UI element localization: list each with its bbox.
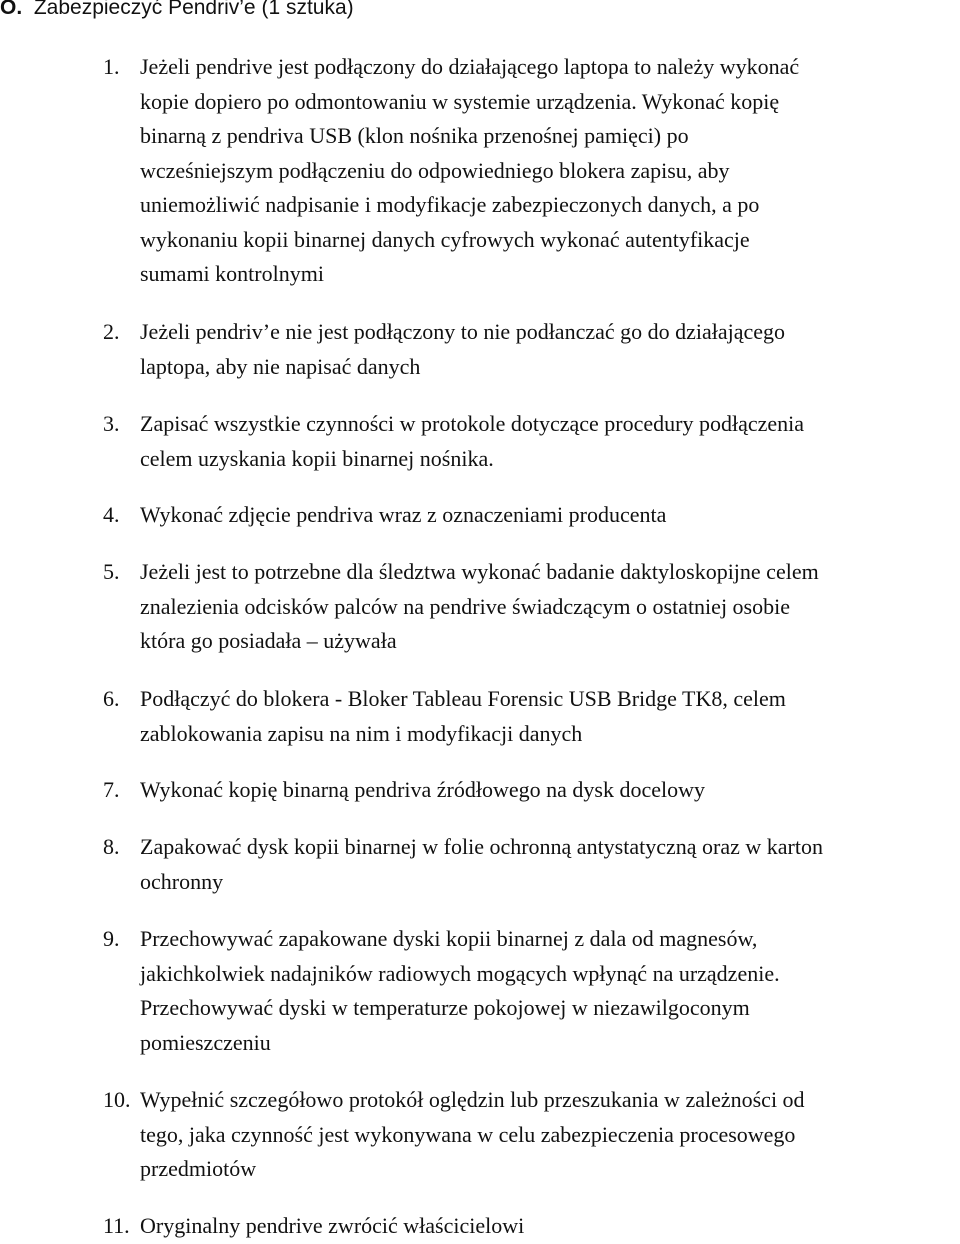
- item-line: Wykonać kopię binarną pendriva źródłowego na dysk docelowy: [140, 777, 705, 802]
- item-text: [140, 315, 960, 384]
- section-letter: O.: [0, 0, 23, 19]
- item-line: Przechowywać dyski w temperaturze pokojowej w niezawilgoconym: [140, 995, 750, 1020]
- item-text: [140, 682, 960, 751]
- item-line: Jeżeli pendrive jest podłączony do działającego laptopa to należy wykonać: [140, 54, 800, 79]
- item-line: znalezienia odcisków palców na pendrive świadczącym o ostatniej osobie: [140, 593, 790, 619]
- section-heading: [0, 0, 354, 22]
- item-text: [140, 1083, 960, 1187]
- item-line: zablokowania zapisu na nim i modyfikacji danych: [140, 720, 583, 746]
- item-line: przedmiotów: [140, 1156, 257, 1181]
- item-line: Oryginalny pendrive zwrócić właścicielowi: [140, 1213, 525, 1238]
- item-line: Wypełnić szczegółowo protokół oględzin lub przeszukania w zależności od: [140, 1087, 805, 1112]
- list-item-10: [0, 1083, 960, 1187]
- item-line: jakichkolwiek nadajników radiowych mogących wpłynąć na urządzenie.: [140, 960, 780, 986]
- item-number: 5.: [103, 559, 120, 584]
- item-line: wcześniejszym podłączeniu do odpowiedniego blokera zapisu, aby: [140, 157, 730, 183]
- item-number: 8.: [103, 834, 120, 859]
- list-item-5: [0, 555, 960, 659]
- item-line: sumami kontrolnymi: [140, 261, 324, 286]
- item-text: [140, 555, 960, 659]
- item-line: binarną z pendriva USB (klon nośnika przenośnej pamięci) po: [140, 123, 689, 148]
- item-text: [140, 407, 960, 476]
- list-item-11: [0, 1209, 960, 1244]
- item-text: [140, 773, 960, 808]
- list-item-2: [0, 315, 960, 384]
- item-number: 6.: [103, 686, 120, 711]
- list-item-4: [0, 498, 960, 533]
- item-line: ochronny: [140, 868, 224, 894]
- item-line: Zapakować dysk kopii binarnej w folie ochronną antystatyczną oraz w karton: [140, 834, 823, 859]
- item-line: Jeżeli pendriv’e nie jest podłączony to nie podłanczać go do działającego: [140, 319, 786, 344]
- item-line: uniemożliwić nadpisanie i modyfikacje zabezpieczonych danych, a po: [140, 192, 760, 217]
- item-line: pomieszczeniu: [140, 1029, 271, 1055]
- item-text: [140, 1209, 960, 1244]
- item-number: 3.: [103, 411, 120, 436]
- item-line: tego, jaka czynność jest wykonywana w celu zabezpieczenia procesowego: [140, 1121, 796, 1147]
- item-number: 2.: [103, 319, 120, 344]
- item-line: Jeżeli jest to potrzebne dla śledztwa wykonać badanie daktyloskopijne celem: [140, 559, 819, 584]
- item-number: 1.: [103, 54, 120, 79]
- item-line: Wykonać zdjęcie pendriva wraz z oznaczeniami producenta: [140, 502, 667, 527]
- item-line: która go posiadała – używała: [140, 628, 397, 653]
- item-number: 4.: [103, 502, 120, 527]
- section-title: Zabezpieczyć Pendriv’e (1 sztuka): [33, 0, 354, 19]
- item-number: 10.: [103, 1087, 131, 1112]
- item-text: [140, 830, 960, 899]
- item-line: kopie dopiero po odmontowaniu w systemie urządzenia. Wykonać kopię: [140, 88, 780, 114]
- item-text: [140, 498, 960, 533]
- item-number: 7.: [103, 777, 120, 802]
- item-line: laptopa, aby nie napisać danych: [140, 353, 421, 379]
- item-number: 9.: [103, 926, 120, 951]
- list-item-7: [0, 773, 960, 808]
- item-text: [140, 50, 960, 292]
- item-line: celem uzyskania kopii binarnej nośnika.: [140, 445, 494, 471]
- item-line: Podłączyć do blokera - Bloker Tableau Forensic USB Bridge TK8, celem: [140, 686, 786, 711]
- list-item-9: [0, 922, 960, 1060]
- item-text: [140, 922, 960, 1060]
- list-item-6: [0, 682, 960, 751]
- item-line: wykonaniu kopii binarnej danych cyfrowych wykonać autentyfikacje: [140, 226, 750, 252]
- item-number: 11.: [103, 1213, 130, 1238]
- list-item-8: [0, 830, 960, 899]
- item-line: Zapisać wszystkie czynności w protokole dotyczące procedury podłączenia: [140, 411, 805, 436]
- list-item-3: [0, 407, 960, 476]
- list-item-1: [0, 50, 960, 292]
- item-line: Przechowywać zapakowane dyski kopii binarnej z dala od magnesów,: [140, 926, 758, 951]
